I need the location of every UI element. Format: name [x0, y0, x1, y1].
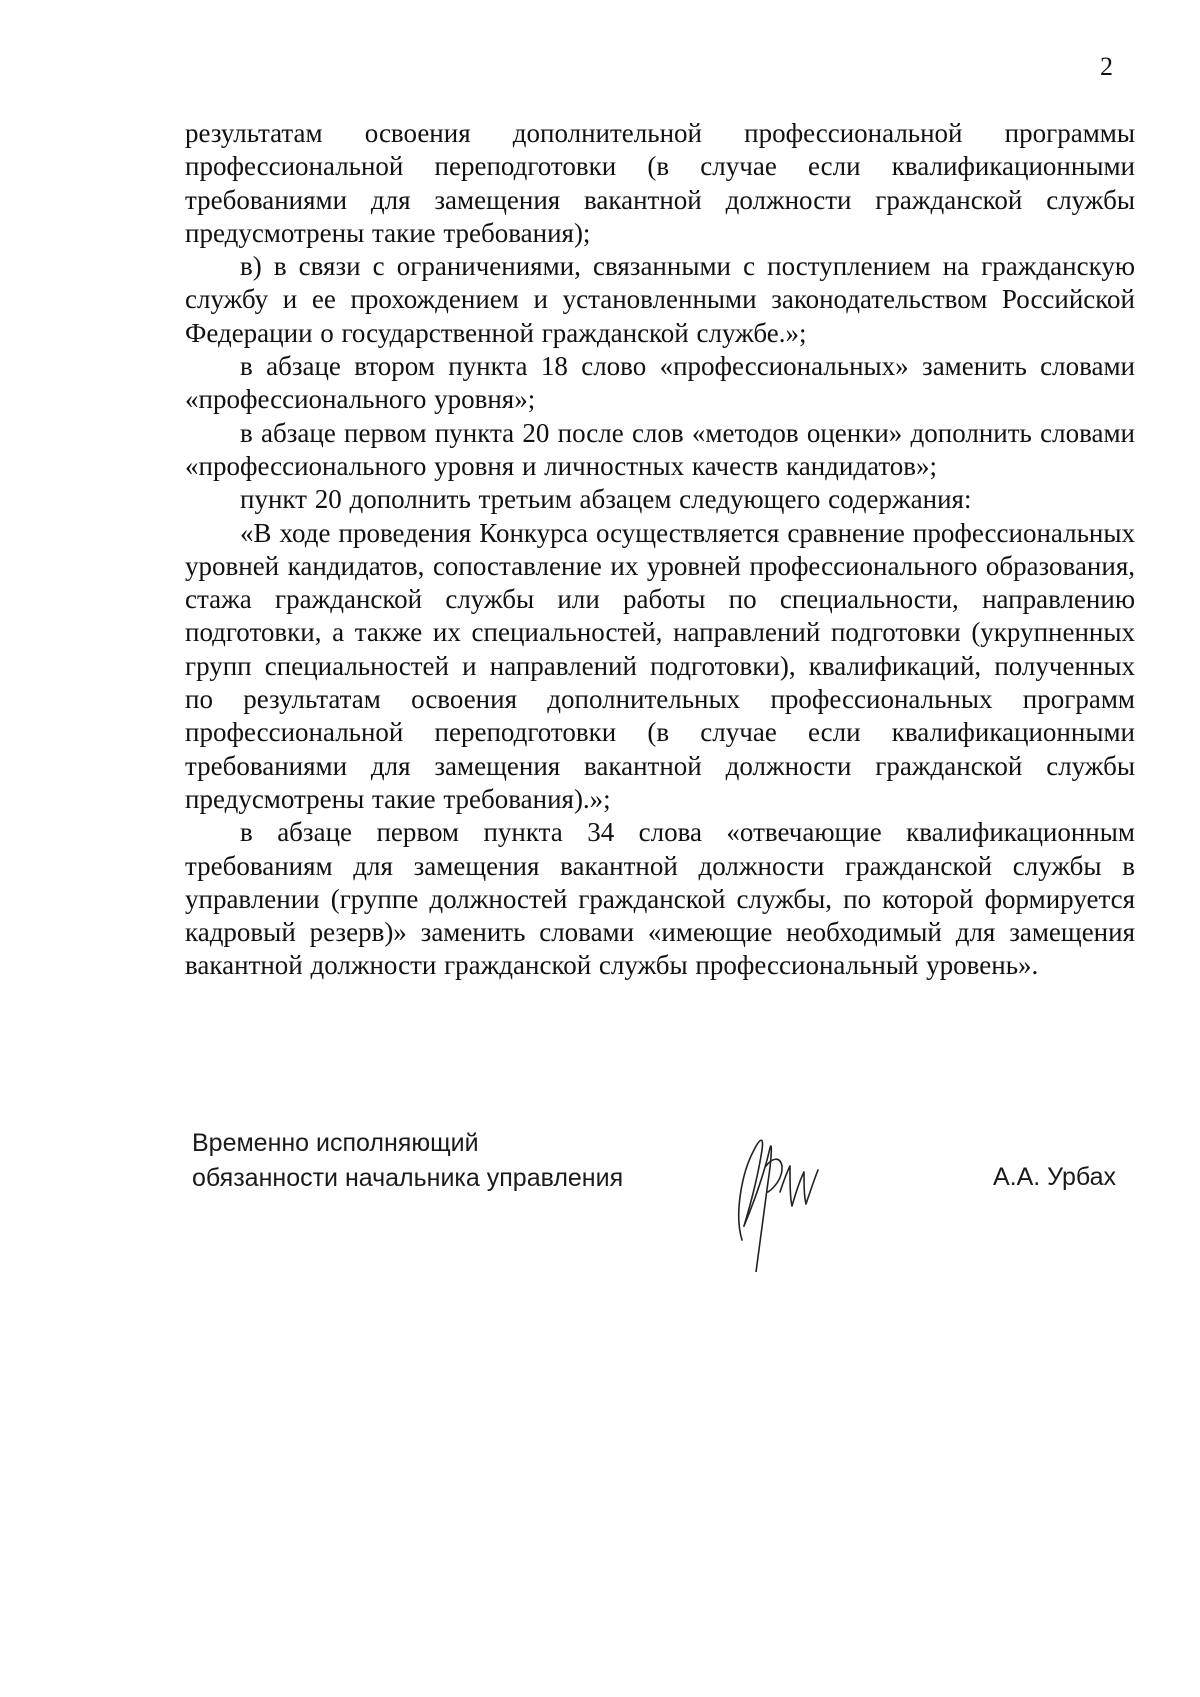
signatory-position-line: Временно исполняющий [192, 1129, 479, 1157]
page-number: 2 [1100, 52, 1113, 81]
paragraph: результатам освоения дополнительной профессиональной программы профессиональной переподготовки (в случае если квалификационными требованиями для замещения вакантной должности гражданской службы предусмотрены такие требования); [185, 118, 1135, 248]
handwritten-signature [720, 1122, 830, 1272]
signatory-name: А.А. Урбах [993, 1163, 1116, 1191]
paragraph: в) в связи с ограничениями, связанными с поступлением на гражданскую службу и ее прохождением и установленными законодательством Российской Федерации о государственной гражданской службе.»; [185, 251, 1135, 348]
signatory-position-line: обязанности начальника управления [192, 1164, 624, 1192]
paragraph: пункт 20 дополнить третьим абзацем следующего содержания: [240, 484, 972, 515]
signatory-position [192, 1126, 623, 1196]
paragraph: в абзаце первом пункта 34 слова «отвечающие квалификационным требованиям для замещения вакантной должности гражданской службы в управлении (группе должностей гражданской службы, по которой формируется кадровый резерв)» заменить словами «имеющие необходимый для замещения вакантной должности гражданской службы профессиональный уровень». [185, 817, 1135, 981]
paragraph: «В ходе проведения Конкурса осуществляется сравнение профессиональных уровней кандидатов, сопоставление их уровней профессионального образования, стажа гражданской службы или работы по специальности, направлению подготовки, а также их специальностей, направлений подготовки (укрупненных групп специальностей и направлений подготовки), квалификаций, полученных по результатам освоения дополнительных профессиональных программ профессиональной переподготовки (в случае если квалификационными требованиями для замещения вакантной должности гражданской службы предусмотрены такие требования).»; [185, 517, 1135, 814]
document-body [185, 117, 1135, 983]
paragraph: в абзаце втором пункта 18 слово «профессиональных» заменить словами «профессионального уровня»; [185, 351, 1135, 415]
paragraph: в абзаце первом пункта 20 после слов «методов оценки» дополнить словами «профессионального уровня и личностных качеств кандидатов»; [185, 417, 1135, 481]
